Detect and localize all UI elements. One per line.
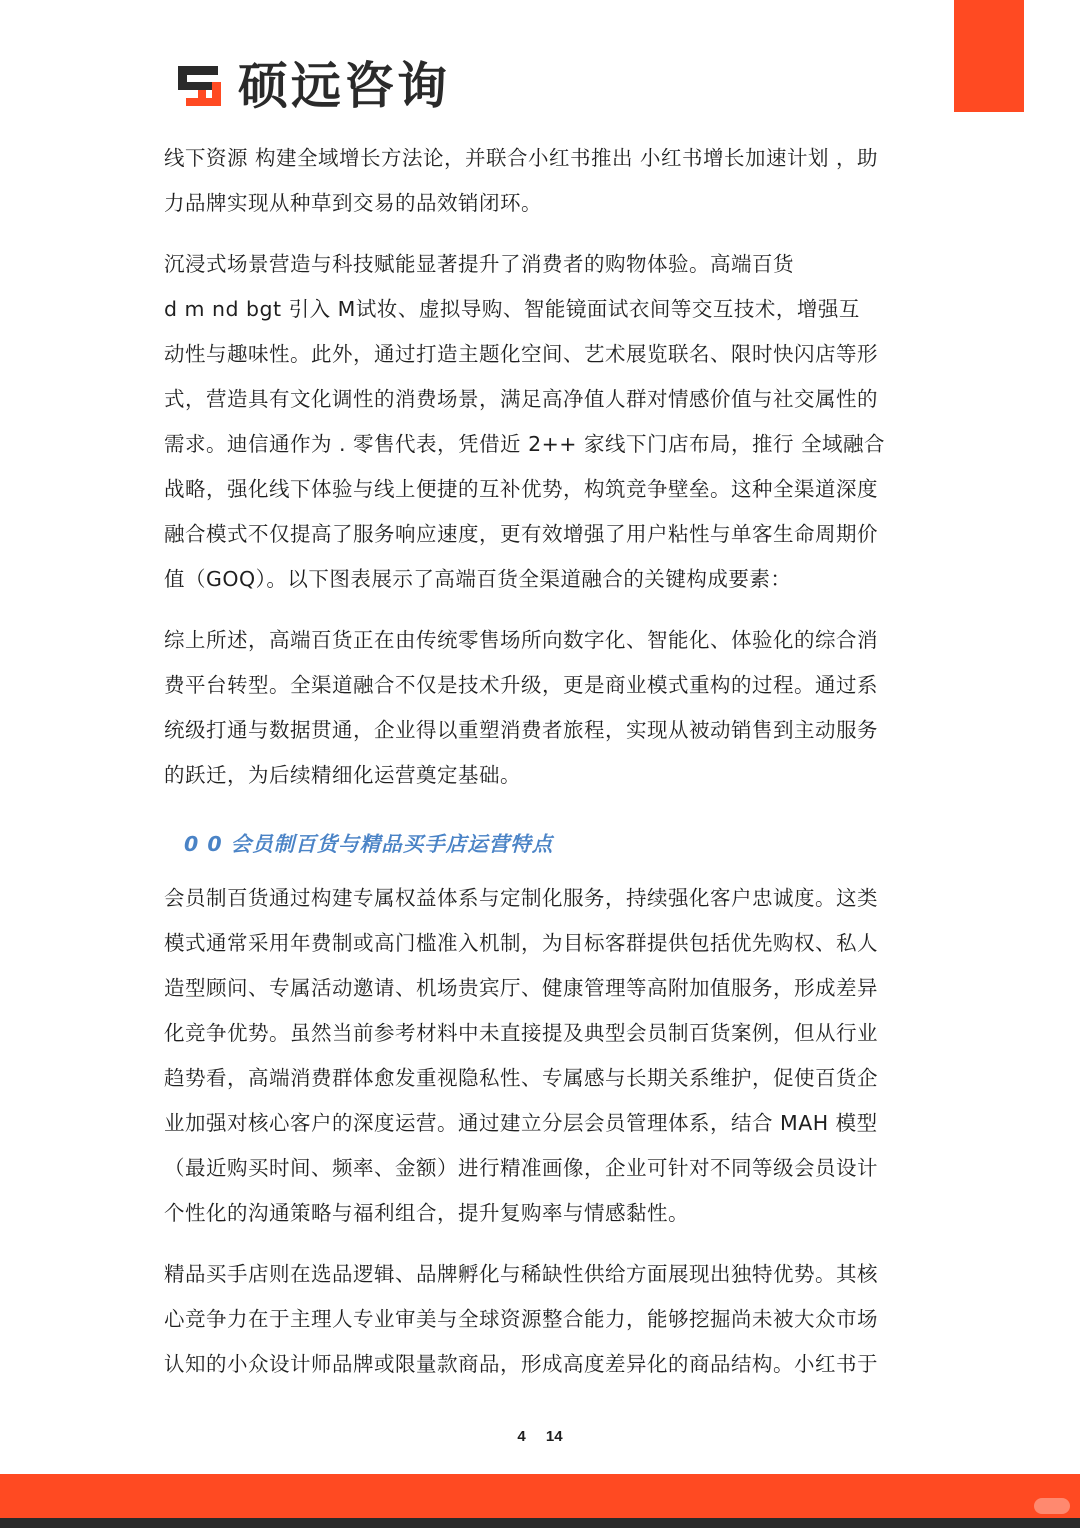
text-line: 业加强对核心客户的深度运营。通过建立分层会员管理体系，结合 MAH 模型: [164, 1111, 878, 1135]
paragraph-5: [164, 1252, 908, 1387]
text-line: 费平台转型。全渠道融合不仅是技术升级，更是商业模式重构的过程。通过系: [164, 673, 878, 697]
page-number: 4 14: [517, 1428, 563, 1445]
text-line: 线下资源 构建全域增长方法论，并联合小红书推出 小红书增长加速计划 ，助: [164, 146, 879, 170]
paragraph-4: [164, 876, 908, 1236]
text-line: 综上所述，高端百货正在由传统零售场所向数字化、智能化、体验化的综合消: [164, 628, 878, 652]
footer-band: [0, 1474, 1080, 1518]
text-line: 的跃迁，为后续精细化运营奠定基础。: [164, 763, 521, 787]
text-line: 会员制百货通过构建专属权益体系与定制化服务，持续强化客户忠诚度。这类: [164, 886, 878, 910]
text-line: 沉浸式场景营造与科技赋能显著提升了消费者的购物体验。高端百货: [164, 252, 794, 276]
text-line: 战略，强化线下体验与线上便捷的互补优势，构筑竞争壁垒。这种全渠道深度: [164, 477, 878, 501]
section-heading: 0 0 会员制百货与精品买手店运营特点: [184, 832, 554, 856]
brand-s-mark-icon: [176, 60, 228, 112]
text-line: 化竞争优势。虽然当前参考材料中未直接提及典型会员制百货案例，但从行业: [164, 1021, 878, 1045]
paragraph-3: [164, 618, 908, 798]
paragraph-2: [164, 242, 908, 602]
corner-accent-block: [954, 0, 1024, 112]
text-line: d m nd bgt 引入 M试妆、虚拟导购、智能镜面试衣间等交互技术，增强互: [164, 297, 860, 321]
watermark-badge: [1034, 1498, 1070, 1514]
brand-logo: [176, 58, 450, 114]
text-line: 值（GOQ）。以下图表展示了高端百货全渠道融合的关键构成要素：: [164, 567, 792, 591]
text-line: 认知的小众设计师品牌或限量款商品，形成高度差异化的商品结构。小红书于: [164, 1352, 878, 1376]
text-line: 需求。迪信通作为 . 零售代表，凭借近 2++ 家线下门店布局，推行 全域融合: [164, 432, 885, 456]
text-line: 式，营造具有文化调性的消费场景，满足高净值人群对情感价值与社交属性的: [164, 387, 878, 411]
text-line: 精品买手店则在选品逻辑、品牌孵化与稀缺性供给方面展现出独特优势。其核: [164, 1262, 878, 1286]
text-line: 融合模式不仅提高了服务响应速度，更有效增强了用户粘性与单客生命周期价: [164, 522, 878, 546]
brand-name: 硕远咨询: [238, 57, 450, 115]
text-line: 力品牌实现从种草到交易的品效销闭环。: [164, 191, 542, 215]
footer-dark-strip: [0, 1518, 1080, 1528]
text-line: 造型顾问、专属活动邀请、机场贵宾厅、健康管理等高附加值服务，形成差异: [164, 976, 878, 1000]
text-line: 统级打通与数据贯通，企业得以重塑消费者旅程，实现从被动销售到主动服务: [164, 718, 878, 742]
text-line: 模式通常采用年费制或高门槛准入机制，为目标客群提供包括优先购权、私人: [164, 931, 878, 955]
paragraph-1: [164, 136, 908, 226]
document-body: [164, 136, 908, 1403]
text-line: （最近购买时间、频率、金额）进行精准画像，企业可针对不同等级会员设计: [164, 1156, 878, 1180]
text-line: 心竞争力在于主理人专业审美与全球资源整合能力，能够挖掘尚未被大众市场: [164, 1307, 878, 1331]
text-line: 个性化的沟通策略与福利组合，提升复购率与情感黏性。: [164, 1201, 689, 1225]
text-line: 趋势看，高端消费群体愈发重视隐私性、专属感与长期关系维护，促使百货企: [164, 1066, 878, 1090]
text-line: 动性与趣味性。此外，通过打造主题化空间、艺术展览联名、限时快闪店等形: [164, 342, 878, 366]
